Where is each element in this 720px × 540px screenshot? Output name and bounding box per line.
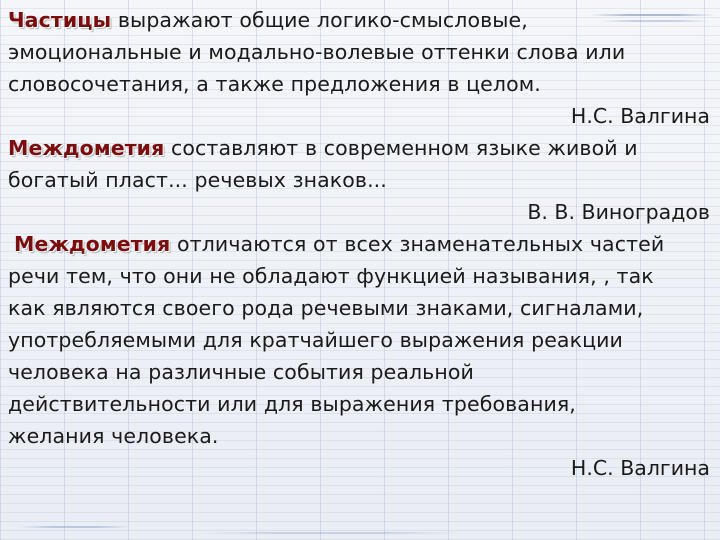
decorative-line <box>20 526 130 528</box>
quote-line: речи тем, что они не обладают функцией называния, , так <box>8 264 654 288</box>
quote-author: Н.С. Валгина <box>570 456 710 480</box>
decorative-line <box>200 532 460 534</box>
quote-line: как являются своего рода речевыми знаками, сигналами, <box>8 296 644 320</box>
quote-line <box>8 228 712 260</box>
quote-line <box>8 132 712 164</box>
quote-line: эмоциональные и модально-волевые оттенки слова или <box>8 40 626 64</box>
quote-line: действительности или для выражения требования, <box>8 392 576 416</box>
quote-line: богатый пласт... речевых знаков... <box>8 168 387 192</box>
quote-text: составляют в современном языке живой и <box>164 136 638 160</box>
quote-line <box>8 4 712 36</box>
quote-line: употребляемыми для кратчайшего выражения реакции <box>8 328 623 352</box>
quote-block-particles <box>8 4 712 132</box>
quote-author: Н.С. Валгина <box>570 104 710 128</box>
quote-text: отличаются от всех знаменательных частей <box>170 232 665 256</box>
quote-author: В. В. Виноградов <box>527 200 710 224</box>
quote-line: словосочетания, а также предложения в целом. <box>8 72 541 96</box>
quote-text: выражают общие логико-смысловые, <box>111 8 528 32</box>
term-particles: Частицы <box>8 8 112 32</box>
quote-line: желания человека. <box>8 424 219 448</box>
quote-block-interjections-valgina <box>8 228 712 484</box>
slide-content <box>8 4 712 484</box>
quote-line: человека на различные события реальной <box>8 360 474 384</box>
quote-block-interjections-vinogradov <box>8 132 712 228</box>
term-interjections: Междометия <box>8 136 165 160</box>
term-interjections: Междометия <box>14 232 171 256</box>
